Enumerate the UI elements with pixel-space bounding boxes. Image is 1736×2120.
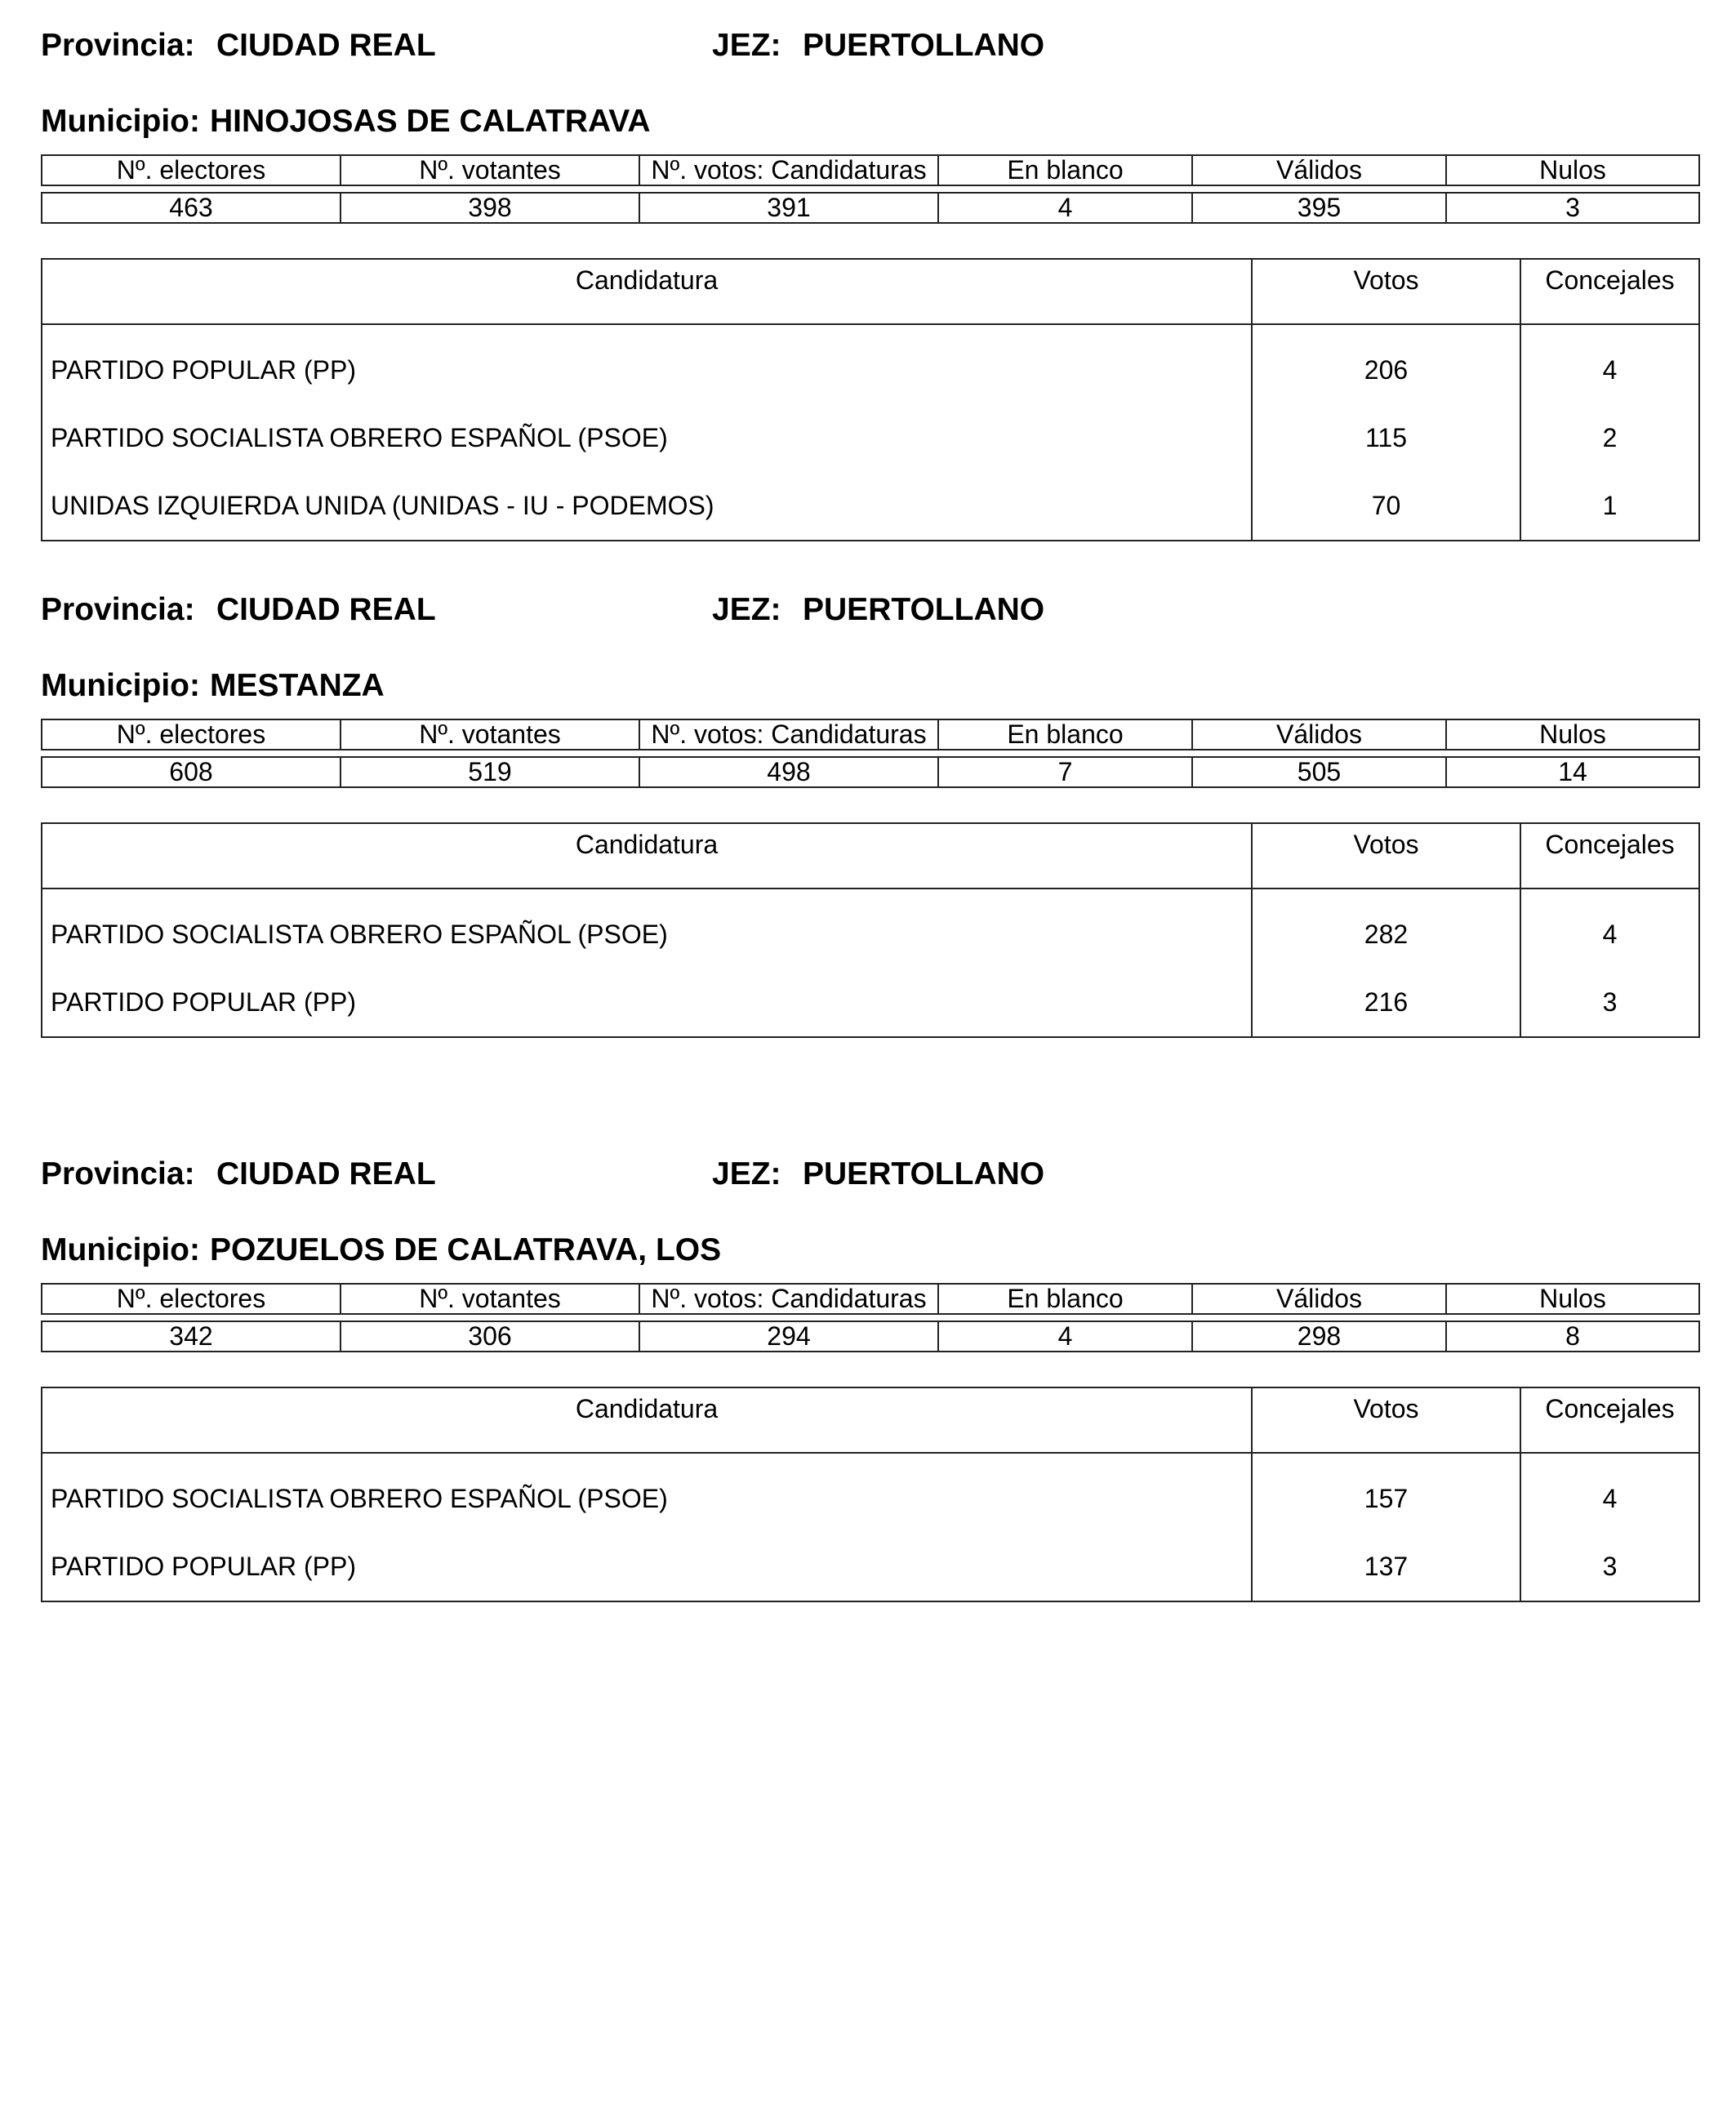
candidatura-header: Candidatura (42, 823, 1252, 889)
provincia-value: CIUDAD REAL (216, 592, 436, 627)
municipio-label: Municipio: (41, 104, 200, 139)
stats-value-cell: 294 (639, 1321, 938, 1352)
candidatura-votos: 70 (1252, 472, 1520, 541)
candidatura-name: PARTIDO POPULAR (PP) (51, 987, 356, 1017)
concejales-header: Concejales (1520, 259, 1699, 324)
stats-header-row (42, 1284, 1699, 1314)
concejales-header: Concejales (1520, 1387, 1699, 1453)
candidaturas-table (41, 822, 1700, 1038)
stats-value-cell: 391 (639, 193, 938, 223)
candidatura-concejales: 4 (1520, 1453, 1699, 1533)
stats-value-cell: 505 (1192, 757, 1446, 787)
stats-value-cell: 14 (1446, 757, 1699, 787)
stats-header-row (42, 155, 1699, 185)
stats-value-cell: 306 (341, 1321, 639, 1352)
stats-table (41, 719, 1700, 788)
provincia-label: Provincia: (41, 592, 195, 627)
candidatura-votos: 157 (1252, 1453, 1520, 1533)
section-hinojosas (41, 21, 1698, 520)
municipio-value: POZUELOS DE CALATRAVA, LOS (209, 1232, 722, 1267)
votos-header: Votos (1252, 1387, 1520, 1453)
stats-header-cell: Nº. electores (42, 1284, 341, 1314)
stats-value-cell: 463 (42, 193, 341, 223)
stats-value-cell: 7 (938, 757, 1192, 787)
candidatura-concejales: 1 (1520, 472, 1699, 541)
stats-header-cell: Nº. votantes (341, 719, 639, 750)
jez-value: PUERTOLLANO (803, 1156, 1045, 1191)
stats-value-cell: 608 (42, 757, 341, 787)
candidatura-name: PARTIDO POPULAR (PP) (51, 1552, 356, 1581)
stats-value-cell: 498 (639, 757, 938, 787)
stats-table (41, 154, 1700, 224)
stats-header-cell: Válidos (1192, 1284, 1446, 1314)
stats-header-cell: Nº. electores (42, 155, 341, 185)
stats-value-cell: 519 (341, 757, 639, 787)
stats-value-row (42, 757, 1699, 787)
candidatura-row (42, 472, 1699, 541)
stats-header-cell: En blanco (938, 1284, 1192, 1314)
section-mestanza (41, 586, 1698, 1017)
candidaturas-header-row (42, 1387, 1699, 1453)
stats-header-cell: Válidos (1192, 719, 1446, 750)
jez-value: PUERTOLLANO (803, 592, 1045, 627)
votos-header: Votos (1252, 823, 1520, 889)
candidatura-row (42, 324, 1699, 404)
stats-value-cell: 298 (1192, 1321, 1446, 1352)
municipio-value: MESTANZA (209, 668, 385, 703)
candidatura-concejales: 4 (1520, 889, 1699, 969)
stats-header-cell: Nº. votantes (341, 155, 639, 185)
province-header (41, 586, 1698, 635)
candidatura-name: PARTIDO POPULAR (PP) (51, 355, 356, 385)
municipio-value: HINOJOSAS DE CALATRAVA (209, 104, 651, 139)
candidatura-row (42, 404, 1699, 472)
provincia-label: Provincia: (41, 1156, 195, 1191)
candidatura-concejales: 2 (1520, 404, 1699, 472)
provincia-label: Provincia: (41, 28, 195, 63)
municipio-label: Municipio: (41, 668, 200, 703)
stats-value-cell: 398 (341, 193, 639, 223)
candidatura-votos: 282 (1252, 889, 1520, 969)
candidaturas-table (41, 258, 1700, 541)
stats-value-cell: 8 (1446, 1321, 1699, 1352)
municipio-header (41, 661, 385, 710)
stats-header-cell: En blanco (938, 719, 1192, 750)
stats-value-row (42, 1321, 1699, 1352)
stats-header-row (42, 719, 1699, 750)
stats-value-cell: 4 (938, 193, 1192, 223)
provincia-value: CIUDAD REAL (216, 1156, 436, 1191)
candidaturas-header-row (42, 259, 1699, 324)
jez-label: JEZ: (712, 592, 781, 627)
jez-value: PUERTOLLANO (803, 28, 1045, 63)
candidatura-row (42, 969, 1699, 1037)
stats-header-cell: Nº. votos: Candidaturas (639, 155, 938, 185)
stats-header-cell: En blanco (938, 155, 1192, 185)
candidatura-row (42, 889, 1699, 969)
candidatura-header: Candidatura (42, 259, 1252, 324)
stats-value-cell: 3 (1446, 193, 1699, 223)
candidatura-votos: 206 (1252, 324, 1520, 404)
candidatura-votos: 216 (1252, 969, 1520, 1037)
candidatura-concejales: 4 (1520, 324, 1699, 404)
stats-value-cell: 4 (938, 1321, 1192, 1352)
stats-header-cell: Nulos (1446, 155, 1699, 185)
candidatura-name: PARTIDO SOCIALISTA OBRERO ESPAÑOL (PSOE) (51, 1484, 668, 1513)
municipio-header (41, 1226, 721, 1275)
stats-value-row (42, 193, 1699, 223)
stats-header-cell: Nº. votos: Candidaturas (639, 1284, 938, 1314)
candidatura-row (42, 1453, 1699, 1533)
candidatura-votos: 115 (1252, 404, 1520, 472)
stats-table (41, 1283, 1700, 1352)
stats-header-cell: Nº. votantes (341, 1284, 639, 1314)
candidatura-concejales: 3 (1520, 969, 1699, 1037)
candidatura-row (42, 1533, 1699, 1601)
stats-header-cell: Válidos (1192, 155, 1446, 185)
candidatura-concejales: 3 (1520, 1533, 1699, 1601)
provincia-value: CIUDAD REAL (216, 28, 436, 63)
stats-value-cell: 342 (42, 1321, 341, 1352)
province-header (41, 21, 1698, 70)
municipio-header (41, 97, 651, 146)
province-header (41, 1150, 1698, 1199)
section-pozuelos (41, 1150, 1698, 1581)
concejales-header: Concejales (1520, 823, 1699, 889)
jez-label: JEZ: (712, 1156, 781, 1191)
candidatura-header: Candidatura (42, 1387, 1252, 1453)
jez-label: JEZ: (712, 28, 781, 63)
votos-header: Votos (1252, 259, 1520, 324)
candidatura-name: UNIDAS IZQUIERDA UNIDA (UNIDAS - IU - PODEMOS) (51, 491, 714, 520)
stats-value-cell: 395 (1192, 193, 1446, 223)
stats-header-cell: Nº. electores (42, 719, 341, 750)
stats-header-cell: Nulos (1446, 719, 1699, 750)
candidaturas-table (41, 1387, 1700, 1602)
candidatura-name: PARTIDO SOCIALISTA OBRERO ESPAÑOL (PSOE) (51, 920, 668, 949)
candidatura-name: PARTIDO SOCIALISTA OBRERO ESPAÑOL (PSOE) (51, 423, 668, 452)
candidatura-votos: 137 (1252, 1533, 1520, 1601)
stats-header-cell: Nº. votos: Candidaturas (639, 719, 938, 750)
municipio-label: Municipio: (41, 1232, 200, 1267)
candidaturas-header-row (42, 823, 1699, 889)
stats-header-cell: Nulos (1446, 1284, 1699, 1314)
